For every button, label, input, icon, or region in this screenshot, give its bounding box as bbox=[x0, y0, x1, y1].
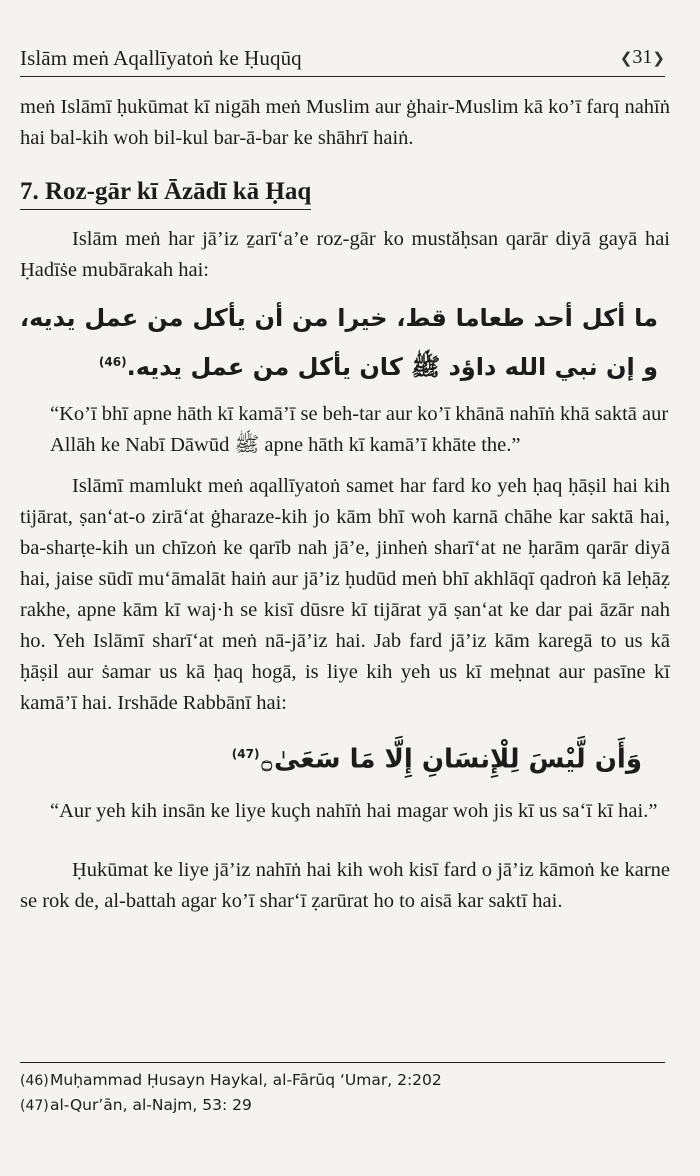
running-head bbox=[20, 46, 665, 76]
section-heading: 7. Roz-gār kī Āzādī kā Ḥaq bbox=[20, 176, 311, 210]
footnote-text: Muḥammad Ḥusayn Haykal, al-Fārūq ‘Umar, 2:202 bbox=[50, 1071, 442, 1089]
arabic-hadith-text: ما أكل أحد طعاما قط، خيرا من أن يأكل من عمل يديه، و إن نبي الله داؤد ﷺ كان يأكل من عمل يديه. bbox=[20, 304, 658, 381]
page-number-value: 31 bbox=[632, 46, 653, 68]
page-number-left-ornament: ❮ bbox=[619, 51, 633, 67]
arabic-ayah-text: وَأَن لَّيْسَ لِلْإِنسَانِ إِلَّا مَا سَعَىٰ bbox=[273, 744, 642, 775]
footnote-number: (47) bbox=[20, 1098, 49, 1114]
footnote-number: (46) bbox=[20, 1073, 49, 1089]
spacer bbox=[20, 837, 670, 855]
footnote-text: al-Qur’ān, al-Najm, 53: 29 bbox=[50, 1096, 252, 1114]
arabic-hadith bbox=[20, 296, 658, 389]
footnote-46 bbox=[20, 1068, 665, 1093]
page-body bbox=[20, 92, 670, 917]
page-number-right-ornament: ❯ bbox=[652, 51, 665, 67]
continuation-paragraph: meṅ Islāmī ḥukūmat kī nigāh meṅ Muslim aur ġhair-Muslim kā ko’ī farq nahīṅ hai bal-kih woh bil-kul bar-ā-bar ke shāhrī haiṅ. bbox=[20, 96, 670, 149]
footnotes bbox=[20, 1068, 665, 1118]
footnote-ref-47: (47) bbox=[231, 747, 260, 761]
paragraph-2: Islāmī mamlukt meṅ aqallīyatoṅ samet har fard ko yeh ḥaq ḥāṣil hai kih tijārat, ṣan‘at-o zirā‘at ġharaze-kih jo kām bhī woh karnā chāhe kar saktā hai, ba-sharṭe-kih un chīzoṅ ke qarīb nah jā’e, jinheṅ sharī‘at ne ḥarām qarār diyā hai, jaise sūdī mu‘āmalāt haiṅ aur jā’iz ḥudūd meṅ bhī akhlāqī qadroṅ kā leḥāẓ rakhe, apne kām kī waj·h se kisī dūsre kī tijārat yā ṣan‘at ke dar pai āzār nah ho. Yeh Islāmī sharī‘at meṅ nā-jā’iz hai. Jab fard jā’iz kām karegā to us kā ḥāṣil aur ṡamar us kā ḥaq hogā, is liye kih yeh us kī meḥnat aur pasīne kī kamā’ī hai. Irshāde Rabbānī hai: bbox=[20, 475, 670, 714]
hadith-translation: “Ko’ī bhī apne hāth kī kamā’ī se beh-tar aur ko’ī khānā nahīṅ khā saktā aur Allāh ke Nabī Dāwūd ﷺ apne hāth kī kamā’ī khāte the.” bbox=[50, 403, 669, 456]
ayah-end-marker-icon: ۝ bbox=[261, 751, 272, 773]
paragraph-3: Ḥukūmat ke liye jā’iz nahīṅ hai kih woh kisī fard o jā’iz kāmoṅ ke karne se rok de, al-battah agar ko’ī shar‘ī ẓarūrat ho to aisā kar saktī hai. bbox=[20, 858, 670, 912]
footnote-rule bbox=[20, 1062, 665, 1063]
arabic-ayah bbox=[20, 731, 642, 786]
footnote-47 bbox=[20, 1093, 665, 1118]
paragraph-1: Islām meṅ har jā’iz ẕarī‘a’e roz-gār ko mustăḥsan qarār diyā gayā hai Ḥadīṡe mubārakah hai: bbox=[20, 228, 670, 281]
header-rule bbox=[20, 76, 665, 77]
ayah-translation: “Aur yeh kih insān ke liye kuçh nahīṅ hai magar woh jis kī us sa‘ī kī hai.” bbox=[50, 799, 658, 822]
running-title: Islām meṅ Aqallīyatoṅ ke Ḥuqūq bbox=[20, 46, 302, 70]
footnote-ref-46: (46) bbox=[98, 355, 127, 369]
page-number bbox=[620, 46, 665, 69]
